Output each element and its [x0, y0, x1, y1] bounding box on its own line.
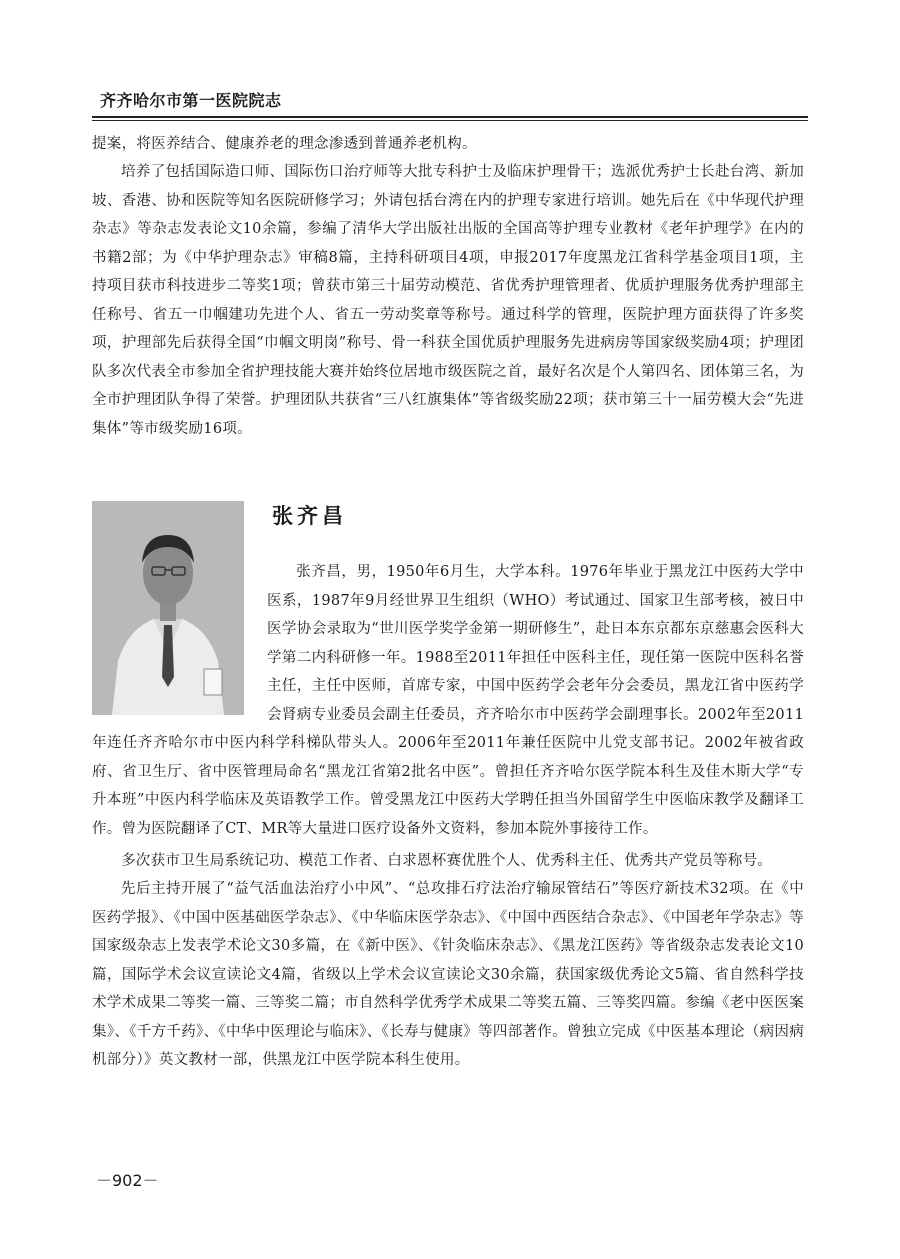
- profile-honors: 多次获市卫生局系统记功、模范工作者、白求恩杯赛优胜个人、优秀科主任、优秀共产党员等称号。: [121, 853, 773, 869]
- intro-paragraph-2: 培养了包括国际造口师、国际伤口治疗师等大批专科护士及临床护理骨干；选派优秀护士长赴台湾、新加坡、香港、协和医院等知名医院研修学习；外请包括台湾在内的护理专家进行培训。她先后在《中华现代护理杂志》等杂志发表论文10余篇，参编了清华大学出版社出版的全国高等护理专业教材《老年护理学》在内的书籍2部；为《中华护理杂志》审稿8篇，主持科研项目4项，申报2017年度黑龙江省科学基金项目1项，主持项目获市科技进步二等奖1项；曾获市第三十届劳动模范、省优秀护理管理者、优质护理服务优秀护理部主任称号、省五一巾帼建功先进个人、省五一劳动奖章等称号。通过科学的管理，医院护理方面获得了许多奖项，护理部先后获得全国“巾帼文明岗”称号、骨一科获全国优质护理服务先进病房等国家级奖励4项；护理团队多次代表全市参加全省护理技能大赛并始终位居地市级医院之首，最好名次是个人第四名、团体第三名，为全市护理团队争得了荣誉。护理团队共获省“三八红旗集体”等省级奖励22项；获市第三十一届劳模大会“先进集体”等市级奖励16项。: [92, 164, 804, 437]
- photo-text-wrap-spacer: [92, 558, 267, 718]
- profile-bio: 张齐昌，男，1950年6月生，大学本科。1976年毕业于黑龙江中医药大学中医系，1987年9月经世界卫生组织（WHO）考试通过、国家卫生部考核，被日中医学协会录取为“世川医学奖学金第一期研修生”，赴日本东京都东京慈惠会医科大学第二内科研修一年。1988至2011年担任中医科主任，现任第一医院中医科名誉主任，主任中医师，首席专家，中国中医药学会老年分会委员，黑龙江省中医药学会肾病专业委员会副主任委员，齐齐哈尔市中医药学会副理事长。2002年至2011年连任齐齐哈尔市中医内科学科梯队带头人。2006年至2011年兼任医院中儿党支部书记。2002年被省政府、省卫生厅、省中医管理局命名“黑龙江省第2批名中医”。曾担任齐齐哈尔医学院本科生及佳木斯大学“专升本班”中医内科学临床及英语教学工作。曾受黑龙江中医药大学聘任担当外国留学生中医临床教学及翻译工作。曾为医院翻译了CT、MR等大量进口医疗设备外文资料，参加本院外事接待工作。: [92, 564, 804, 837]
- header-rule-thin: [92, 120, 808, 121]
- page-number: －902－: [96, 1171, 159, 1190]
- profile-bio-block: [92, 558, 804, 843]
- person-name: 张齐昌: [272, 503, 347, 528]
- profile-achievements: 先后主持开展了“益气活血法治疗小中风”、“总攻排石疗法治疗输尿管结石”等医疗新技术32项。在《中医药学报》、《中国中医基础医学杂志》、《中华临床医学杂志》、《中国中西医结合杂志》、《中国老年学杂志》等国家级杂志上发表学术论文30多篇，在《新中医》、《针灸临床杂志》、《黑龙江医药》等省级杂志发表论文10篇，国际学术会议宣读论文4篇，省级以上学术会议宣读论文30余篇，获国家级优秀论文5篇、省自然科学技术学术成果二等奖一篇、三等奖二篇；市自然科学优秀学术成果二等奖五篇、三等奖四篇。参编《老中医医案集》、《千方千药》、《中华中医理论与临床》、《长寿与健康》等四部著作。曾独立完成《中医基本理论（病因病机部分）》英文教材一部，供黑龙江中医学院本科生使用。: [92, 881, 804, 1068]
- intro-paragraph-1: 提案，将医养结合、健康养老的理念渗透到普通养老机构。: [92, 136, 477, 152]
- book-title: 齐齐哈尔市第一医院院志: [100, 91, 282, 110]
- header-rule: [92, 116, 808, 118]
